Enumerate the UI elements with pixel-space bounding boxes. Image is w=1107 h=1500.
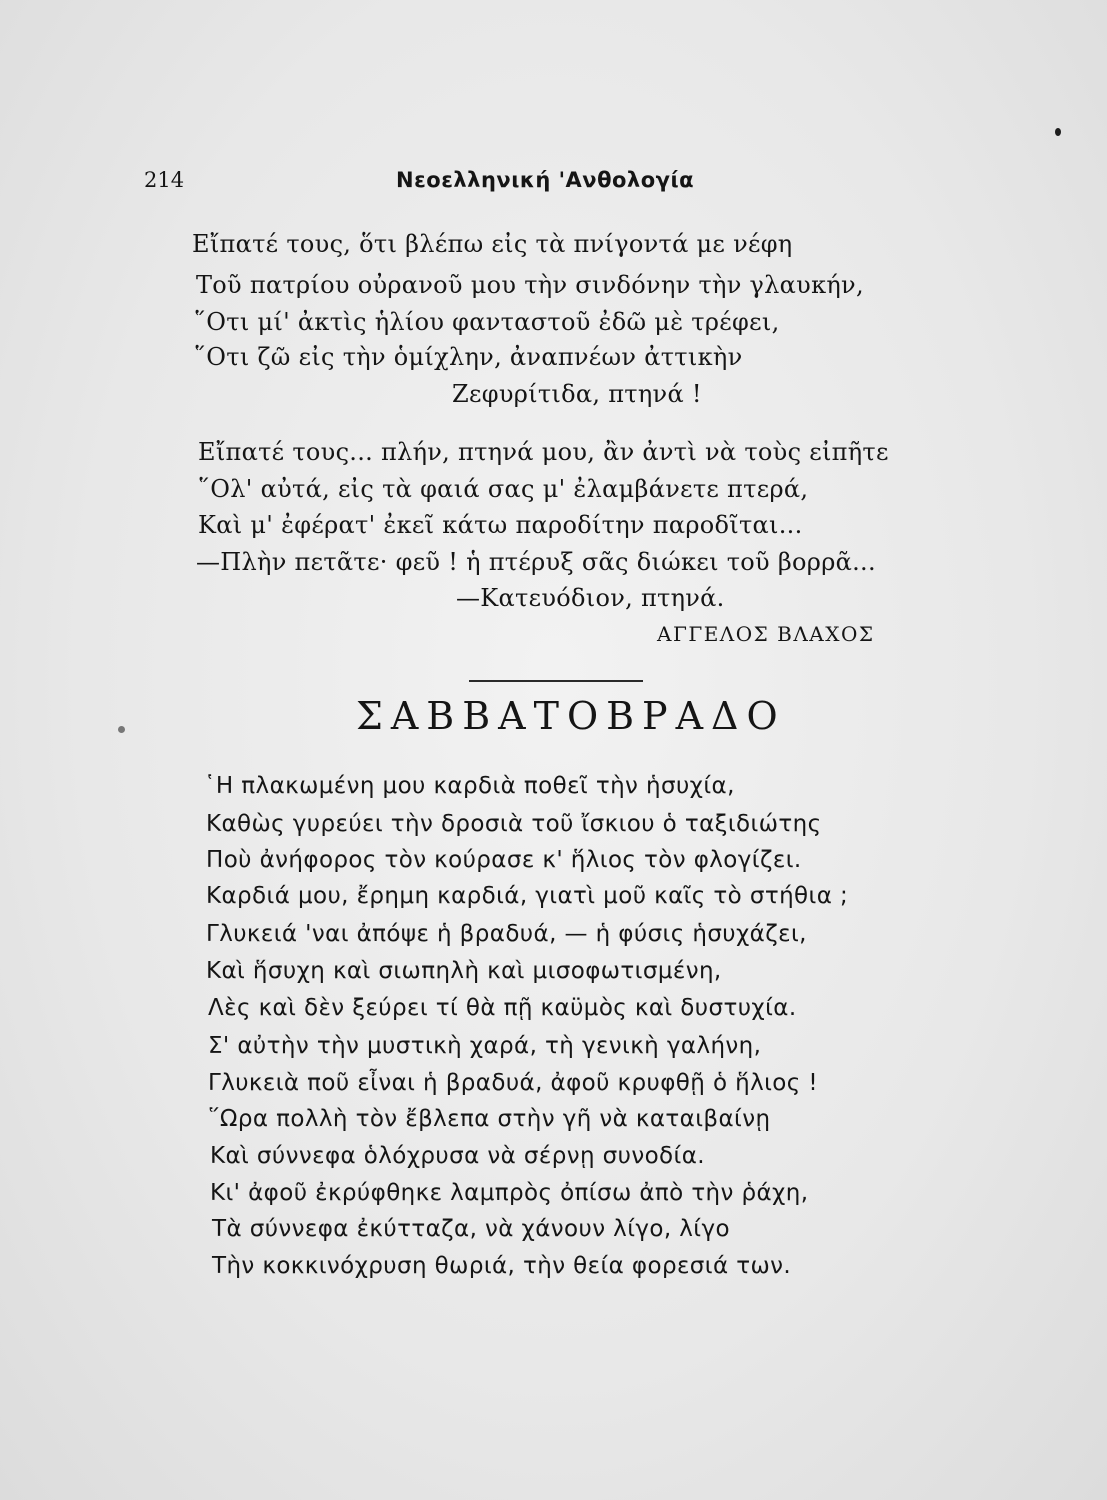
poem-line: Γλυκειὰ ποῦ εἶναι ἡ βραδυά, ἀφοῦ κρυφθῇ ὁ ἥλιος ! bbox=[208, 1070, 818, 1096]
poem-line: Καὶ ἥσυχη καὶ σιωπηλὴ καὶ μισοφωτισμένη, bbox=[206, 958, 722, 984]
poem-line: Καθὼς γυρεύει τὴν δροσιὰ τοῦ ἴσκιου ὁ ταξιδιώτης bbox=[206, 811, 822, 837]
poem-line: ῞Οτι μί' ἀκτὶς ἡλίου φανταστοῦ ἐδῶ μὲ τρέφει, bbox=[194, 308, 780, 336]
poem-line: ῞Ολ' αὐτά, εἰς τὰ φαιά σας μ' ἐλαμβάνετε πτερά, bbox=[198, 475, 809, 503]
poem-line: ῞Οτι ζῶ εἰς τὴν ὁμίχλην, ἀναπνέων ἀττικὴν bbox=[194, 343, 743, 371]
poem-author: ΑΓΓΕΛΟΣ ΒΛΑΧΟΣ bbox=[657, 622, 875, 646]
poem-line: Τοῦ πατρίου οὐρανοῦ μου τὴν σινδόνην τὴν γλαυκήν, bbox=[196, 271, 864, 299]
poem-line: Σ' αὐτὴν τὴν μυστικὴ χαρά, τὴ γενικὴ γαλήνη, bbox=[208, 1033, 762, 1059]
poem-line: —Κατευόδιον, πτηνά. bbox=[456, 584, 725, 612]
poem-title: ΣΑΒΒΑΤΟΒΡΑΔΟ bbox=[356, 694, 786, 738]
poem-line: Γλυκειά 'ναι ἀπόψε ἡ βραδυά, — ἡ φύσις ἡσυχάζει, bbox=[206, 921, 807, 947]
poem-line: Καὶ σύννεφα ὁλόχρυσα νὰ σέρνῃ συνοδία. bbox=[210, 1143, 705, 1169]
poem-line: —Πλὴν πετᾶτε· φεῦ ! ἡ πτέρυξ σᾶς διώκει τοῦ βορρᾶ... bbox=[196, 548, 876, 576]
poem-line: Κι' ἀφοῦ ἐκρύφθηκε λαμπρὸς ὀπίσω ἀπὸ τὴν ῥάχη, bbox=[210, 1180, 809, 1206]
poem-line: Τὰ σύννεφα ἐκύτταζα, νὰ χάνουν λίγο, λίγο bbox=[212, 1216, 730, 1242]
poem-line: Εἴπατέ τους... πλήν, πτηνά μου, ἂν ἀντὶ νὰ τοὺς εἰπῆτε bbox=[198, 438, 889, 466]
poem-line: Ποὺ ἀνήφορος τὸν κούρασε κ' ἥλιος τὸν φλογίζει. bbox=[206, 847, 802, 873]
poem-line: Ζεφυρίτιδα, πτηνά ! bbox=[452, 380, 702, 408]
poem-line: ῞Ωρα πολλὴ τὸν ἔβλεπα στὴν γῆ νὰ καταιβαίνῃ bbox=[208, 1106, 771, 1132]
poem-line: Καρδιά μου, ἔρημη καρδιά, γιατὶ μοῦ καῖς τὸ στήθια ; bbox=[206, 883, 849, 909]
poem-line: Τὴν κοκκινόχρυση θωριά, τὴν θεία φορεσιά των. bbox=[212, 1253, 792, 1279]
ink-speck bbox=[118, 726, 125, 733]
running-header-title: Νεοελληνική 'Ανθολογία bbox=[396, 168, 695, 192]
section-divider bbox=[469, 680, 643, 682]
poem-line: Καὶ μ' ἐφέρατ' ἐκεῖ κάτω παροδίτην παροδῖται... bbox=[198, 511, 803, 539]
poem-line: Εἴπατέ τους, ὅτι βλέπω εἰς τὰ πνίγοντά με νέφη bbox=[192, 230, 793, 258]
poem-line: ῾Η πλακωμένη μου καρδιὰ ποθεῖ τὴν ἡσυχία, bbox=[204, 773, 735, 799]
ink-speck bbox=[1055, 128, 1061, 136]
poem-line: Λὲς καὶ δὲν ξεύρει τί θὰ πῇ καϋμὸς καὶ δυστυχία. bbox=[208, 995, 797, 1021]
page-number: 214 bbox=[144, 168, 185, 192]
